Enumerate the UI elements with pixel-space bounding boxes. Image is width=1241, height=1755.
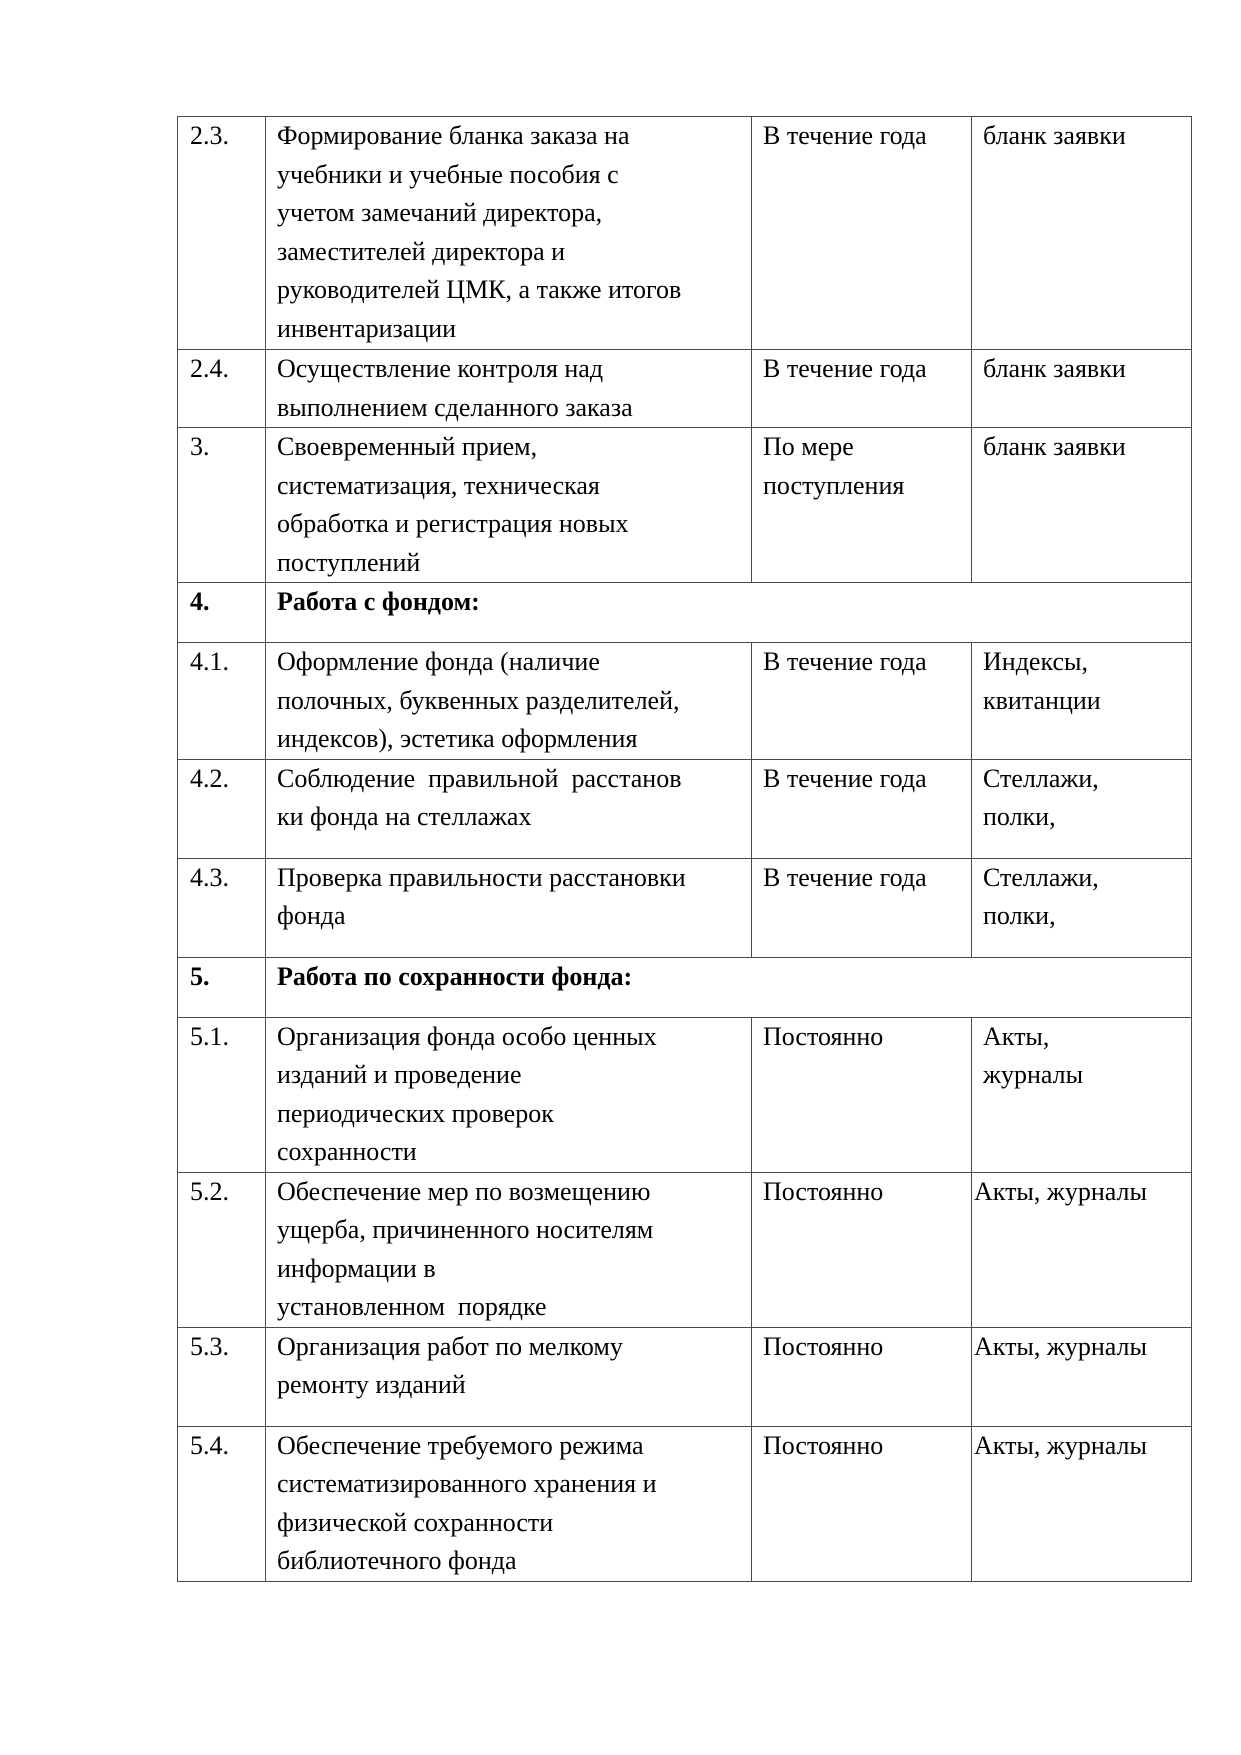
deadline: В течение года [752, 350, 972, 428]
task-description: Формирование бланка заказа на учебники и учебные пособия с учетом замечаний директора, заместителей директора и руководителей ЦМК, а также итогов инвентаризации [266, 117, 752, 350]
table-row [178, 1172, 1192, 1327]
item-number: 4.3. [178, 858, 266, 957]
task-description: Соблюдение правильной расстанов ки фонда на стеллажах [266, 759, 752, 858]
task-description: Обеспечение требуемого режима систематизированного хранения и физической сохранности библиотечного фонда [266, 1426, 752, 1581]
table-row [178, 643, 1192, 760]
item-number: 2.4. [178, 350, 266, 428]
result-form: Индексы, квитанции [972, 643, 1192, 760]
table-row [178, 1426, 1192, 1581]
table-row [178, 350, 1192, 428]
task-description: Осуществление контроля над выполнением сделанного заказа [266, 350, 752, 428]
table-row [178, 1327, 1192, 1426]
deadline: Постоянно [752, 1327, 972, 1426]
table-row [178, 759, 1192, 858]
task-description: Проверка правильности расстановки фонда [266, 858, 752, 957]
item-number: 5.3. [178, 1327, 266, 1426]
task-description: Организация работ по мелкому ремонту изданий [266, 1327, 752, 1426]
item-number: 4.2. [178, 759, 266, 858]
task-description: Оформление фонда (наличие полочных, буквенных разделителей, индексов), эстетика оформления [266, 643, 752, 760]
section-row [178, 583, 1192, 643]
item-number: 5.1. [178, 1017, 266, 1172]
item-number: 2.3. [178, 117, 266, 350]
result-form: Акты, журналы [972, 1017, 1192, 1172]
result-form: Стеллажи, полки, [972, 858, 1192, 957]
task-description: Обеспечение мер по возмещению ущерба, причиненного носителям информации в установленном порядке [266, 1172, 752, 1327]
deadline: Постоянно [752, 1426, 972, 1581]
section-title: Работа по сохранности фонда: [266, 957, 1192, 1017]
table-row [178, 858, 1192, 957]
deadline: Постоянно [752, 1017, 972, 1172]
section-title: Работа с фондом: [266, 583, 1192, 643]
deadline: В течение года [752, 117, 972, 350]
section-row [178, 957, 1192, 1017]
item-number: 3. [178, 428, 266, 583]
deadline: В течение года [752, 643, 972, 760]
deadline: В течение года [752, 858, 972, 957]
deadline: По мере поступления [752, 428, 972, 583]
result-form: бланк заявки [972, 350, 1192, 428]
item-number: 4.1. [178, 643, 266, 760]
work-plan-table [177, 116, 1192, 1582]
task-description: Организация фонда особо ценных изданий и проведение периодических проверок сохранности [266, 1017, 752, 1172]
section-number: 5. [178, 957, 266, 1017]
result-form: Стеллажи, полки, [972, 759, 1192, 858]
task-description: Своевременный прием, систематизация, техническая обработка и регистрация новых поступлений [266, 428, 752, 583]
result-form: Акты, журналы [972, 1172, 1192, 1327]
table-row [178, 117, 1192, 350]
result-form: бланк заявки [972, 117, 1192, 350]
section-number: 4. [178, 583, 266, 643]
deadline: Постоянно [752, 1172, 972, 1327]
item-number: 5.4. [178, 1426, 266, 1581]
table-row [178, 428, 1192, 583]
table-row [178, 1017, 1192, 1172]
deadline: В течение года [752, 759, 972, 858]
result-form: бланк заявки [972, 428, 1192, 583]
item-number: 5.2. [178, 1172, 266, 1327]
result-form: Акты, журналы [972, 1426, 1192, 1581]
result-form: Акты, журналы [972, 1327, 1192, 1426]
